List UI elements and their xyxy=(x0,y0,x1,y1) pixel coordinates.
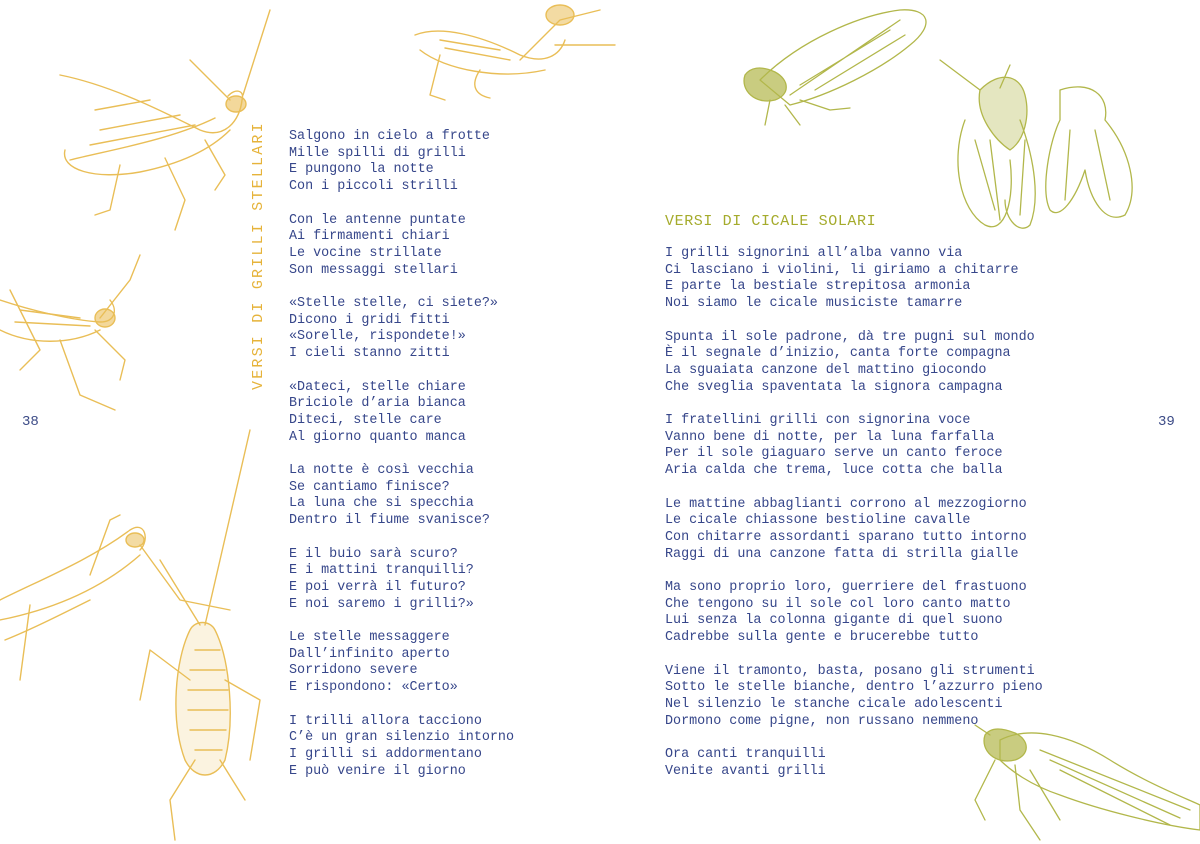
poem-line: Viene il tramonto, basta, posano gli strumenti xyxy=(665,663,1035,679)
poem-line: Dicono i gridi fitti xyxy=(289,312,450,328)
poem-line: I cieli stanno zitti xyxy=(289,346,450,362)
stanza xyxy=(289,296,514,363)
poem-line: Nel silenzio le stanche cicale adolescenti xyxy=(665,696,1003,712)
poem-line: I fratellini grilli con signorina voce xyxy=(665,413,971,428)
poem-line: «Dateci, stelle chiare xyxy=(289,379,466,395)
stanza xyxy=(289,547,514,614)
stanza xyxy=(289,380,514,447)
poem-line: Le stelle messaggere xyxy=(289,630,450,645)
poem-line: La notte è così vecchia xyxy=(289,463,474,478)
poem-line: E i mattini tranquilli? xyxy=(289,563,474,579)
poem-line: E pungono la notte xyxy=(289,162,434,178)
cricket-drawing-bottom xyxy=(140,430,260,840)
poem-line: Ci lasciano i violini, li giriamo a chitarre xyxy=(665,262,1019,278)
stanza xyxy=(665,664,1043,731)
poem-line: Vanno bene di notte, per la luna farfalla xyxy=(665,429,995,445)
page-number-left: 38 xyxy=(22,414,39,430)
poem-line: Sorridono severe xyxy=(289,663,418,679)
cricket-drawing-lower-left xyxy=(0,515,230,680)
stanza xyxy=(665,246,1043,313)
grasshopper-drawing-mid-left xyxy=(0,255,140,410)
poem-line: Le mattine abbaglianti corrono al mezzogiorno xyxy=(665,496,1027,512)
poem-line: E può venire il giorno xyxy=(289,763,466,779)
poem-line: Salgono in cielo a frotte xyxy=(289,129,490,144)
poem-line: Raggi di una canzone fatta di strilla gialle xyxy=(665,546,1019,562)
poem-line: E noi saremo i grilli?» xyxy=(289,596,474,612)
stanza xyxy=(289,630,514,697)
poem-line: «Sorelle, rispondete!» xyxy=(289,329,466,345)
poem-line: Cadrebbe sulla gente e brucerebbe tutto xyxy=(665,630,979,646)
poem-line: Se cantiamo finisce? xyxy=(289,479,450,495)
stanza xyxy=(665,747,1043,780)
poem-line: Son messaggi stellari xyxy=(289,262,458,278)
poem-line: Che tengono su il sole col loro canto matto xyxy=(665,596,1011,612)
poem-title-left: VERSI DI GRILLI STELLARI xyxy=(250,121,267,390)
poem-line: Ma sono proprio loro, guerriere del frastuono xyxy=(665,580,1027,595)
poem-line: I grilli signorini all’alba vanno via xyxy=(665,246,963,261)
poem-line: Noi siamo le cicale musiciste tamarre xyxy=(665,296,963,312)
poem-line: Le vocine strillate xyxy=(289,245,442,261)
poem-left xyxy=(289,129,514,797)
cricket-drawing-top-left xyxy=(60,10,270,230)
poem-line: I grilli si addormentano xyxy=(289,746,482,762)
cicada-drawing-top xyxy=(744,10,926,125)
poem-title-right: VERSI DI CICALE SOLARI xyxy=(665,213,877,230)
poem-line: Ora canti tranquilli xyxy=(665,747,826,762)
poem-line: E il buio sarà scuro? xyxy=(289,546,458,562)
poem-line: Venite avanti grilli xyxy=(665,763,826,779)
poem-line: Briciole d’aria bianca xyxy=(289,396,466,412)
poem-line: Sotto le stelle bianche, dentro l’azzurro pieno xyxy=(665,680,1043,696)
poem-line: Lui senza la colonna gigante di quel suono xyxy=(665,613,1003,629)
poem-line: Aria calda che trema, luce cotta che balla xyxy=(665,463,1003,479)
poem-line: Dentro il fiume svanisce? xyxy=(289,513,490,529)
poem-line: Spunta il sole padrone, dà tre pugni sul mondo xyxy=(665,329,1035,345)
stanza xyxy=(665,580,1043,647)
grasshopper-drawing-top xyxy=(415,5,615,100)
poem-line: Con le antenne puntate xyxy=(289,212,466,228)
poem-line: E rispondono: «Certo» xyxy=(289,680,458,696)
poem-line: Che sveglia spaventata la signora campagna xyxy=(665,379,1003,395)
poem-line: Con i piccoli strilli xyxy=(289,179,458,195)
poem-line: Dormono come pigne, non russano nemmeno xyxy=(665,713,979,729)
stanza xyxy=(289,463,514,530)
stanza xyxy=(289,213,514,280)
cicada-drawing-right-pair xyxy=(940,60,1132,228)
poem-line: Ai firmamenti chiari xyxy=(289,229,450,245)
poem-line: La luna che si specchia xyxy=(289,496,474,512)
poem-line: Per il sole giaguaro serve un canto feroce xyxy=(665,446,1003,462)
stanza xyxy=(665,413,1043,480)
poem-line: Diteci, stelle care xyxy=(289,412,442,428)
stanza xyxy=(665,497,1043,564)
stanza xyxy=(289,714,514,781)
poem-line: La sguaiata canzone del mattino giocondo xyxy=(665,362,987,378)
poem-line: «Stelle stelle, ci siete?» xyxy=(289,296,498,311)
stanza xyxy=(665,330,1043,397)
poem-right xyxy=(665,246,1043,797)
poem-line: Le cicale chiassone bestioline cavalle xyxy=(665,513,971,529)
poem-line: I trilli allora tacciono xyxy=(289,713,482,729)
poem-line: E parte la bestiale strepitosa armonia xyxy=(665,279,971,295)
poem-line: Con chitarre assordanti sparano tutto intorno xyxy=(665,529,1027,545)
stanza xyxy=(289,129,514,196)
poem-line: Al giorno quanto manca xyxy=(289,429,466,445)
page-number-right: 39 xyxy=(1158,414,1175,430)
poem-line: È il segnale d’inizio, canta forte compagna xyxy=(665,346,1011,362)
poem-line: C’è un gran silenzio intorno xyxy=(289,730,514,746)
poem-line: E poi verrà il futuro? xyxy=(289,579,466,595)
poem-line: Mille spilli di grilli xyxy=(289,145,466,161)
poem-line: Dall’infinito aperto xyxy=(289,646,450,662)
